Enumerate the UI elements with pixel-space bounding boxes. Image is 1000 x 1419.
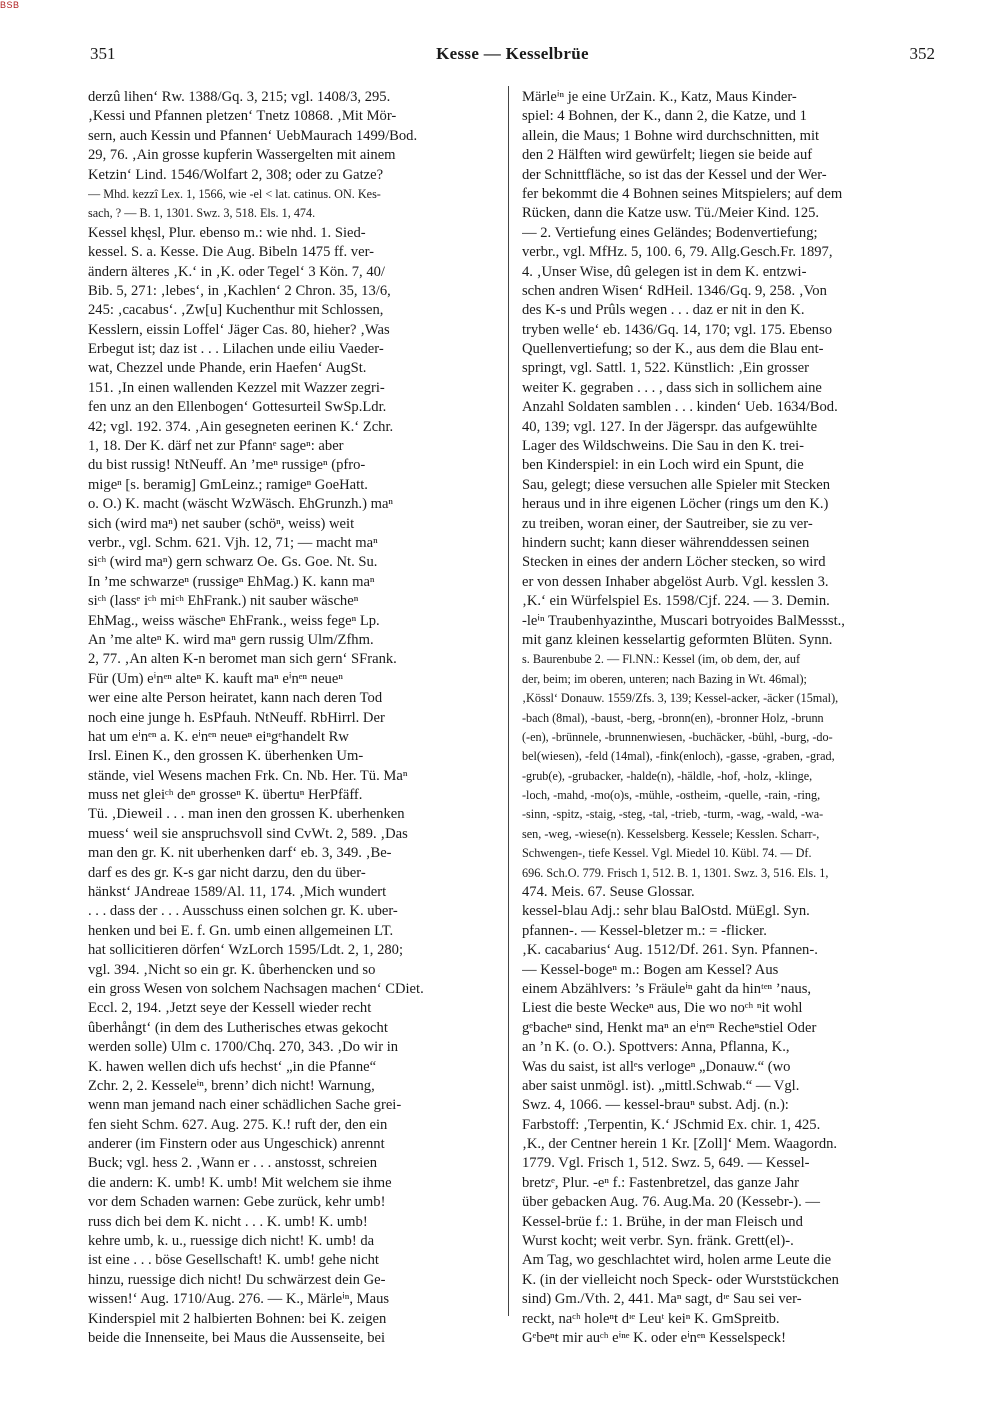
text-line: o. O.) K. macht (wäscht WzWäsch. EhGrunzh.) maⁿ [88,496,394,513]
text-line: Schwengen-, tiefe Kessel. Vgl. Miedel 10. Kübl. 74. — Df. [522,846,812,861]
text-line: 40, 139; vgl. 127. In der Jägerspr. das aufgewühlte [522,418,818,435]
text-line: 151. ‚In einen wallenden Kezzel mit Wazzer zegri- [88,379,385,396]
text-line: ‚K.‘ ein Würfelspiel Es. 1598/Cjf. 224. — 3. Demin. [522,593,830,610]
text-line: — 2. Vertiefung eines Geländes; Bodenvertiefung; [522,224,818,241]
text-line: den 2 Hälften wird gewürfelt; liegen sie beide auf [522,147,813,164]
text-line: vgl. 394. ‚Nicht so ein gr. K. ûberhencken und so [88,961,376,978]
text-line: hindern sucht; kann dieser währenddessen seinen [522,534,810,551]
text-line: An ’me alteⁿ K. wird maⁿ gern russig Ulm/Zfhm. [88,631,374,648]
text-line: sach, ? — B. 1, 1301. Swz. 3, 518. Els. 1, 474. [88,206,316,221]
text-line: (-en), -brünnele, -brunnenwiesen, -buchäcker, -bühl, -burg, -do- [522,729,833,744]
text-line: muess‘ weil sie anspruchsvoll sind CvWt. 2, 589. ‚Das [88,825,408,842]
text-line: Farbstoff: ‚Terpentin, K.‘ JSchmid Ex. chir. 1, 425. [522,1116,821,1133]
text-line: K. (in der vielleicht noch Speck- oder Wurststückchen [522,1271,839,1288]
text-line: EhMag., weiss wäscheⁿ EhFrank., weiss fegeⁿ Lp. [88,612,380,629]
text-line: mit ganz kleinen kesselartig geformten Blüten. Synn. [522,631,833,648]
text-line: russ dich bei dem K. nicht . . . K. umb! K. umb! [88,1213,368,1230]
text-line: springt, vgl. Sattl. 1, 522. Künstlich: ‚Ein grosser [522,360,809,377]
text-line: migeⁿ [s. beramig] GmLeinz.; ramigeⁿ GoeHatt. [88,476,368,493]
text-line: s. Baurenbube 2. — Fl.NN.: Kessel (im, ob dem, der, auf [522,652,801,667]
text-line: fer bekommt die 4 Bohnen seines Mitspielers; auf dem [522,185,843,202]
left-column [88,88,498,1348]
text-line: bel(wiesen), -feld (14mal), -fink(enloch), -gasse, -graben, -grad, [522,749,835,764]
text-line: schen andren Wisen‘ RdHeil. 1346/Gq. 9, 258. ‚Von [522,282,827,299]
text-line: fen unz an den Ellenbogen‘ Gottesurteil SwSp.Ldr. [88,399,387,416]
text-line: Was du saist, ist allᵉs verlogeⁿ „Donauw.“ (wo [522,1058,791,1075]
text-line: darf es des gr. K-s gar nicht darzu, den du über- [88,864,366,881]
text-line: Kesslern, eissin Loffel‘ Jäger Cas. 80, hieher? ‚Was [88,321,390,338]
text-line: 2, 77. ‚An alten K-n beromet man sich gern‘ SFrank. [88,651,397,668]
text-line: Quellenvertiefung; so der K., aus dem die Blau ent- [522,341,824,358]
text-line: In ’me schwarzeⁿ (russigeⁿ EhMag.) K. kann maⁿ [88,573,375,590]
text-line: ein gross Wesen von solchem Nachsagen machen‘ CDiet. [88,980,424,997]
text-line: er von dessen Inhaber abgelöst Aurb. Vgl. kesslen 3. [522,573,829,590]
text-line: hinzu, ruessige dich nicht! Du schwärzest dein Ge- [88,1271,386,1288]
text-line: des K-s und Prûls wegen . . . daz er nit in den K. [522,302,805,319]
text-line: wissen!‘ Aug. 1710/Aug. 276. — K., Märleⁱⁿ, Maus [88,1291,390,1308]
text-line: sern, auch Kessin und Pfannen‘ UebMaurach 1499/Bod. [88,127,418,144]
text-line: hänkst‘ JAndreae 1589/Al. 11, 174. ‚Mich wundert [88,884,387,901]
text-line: reckt, naᶜʰ holeⁿt dᶦᵉ Leuᵗ keiⁿ K. GmSpreitb. [522,1310,780,1327]
text-line: ‚Kössl‘ Donauw. 1559/Zfs. 3, 139; Kessel-acker, -äcker (15mal), [522,691,839,706]
text-line: — Mhd. kezzî Lex. 1, 1566, wie -el < lat. catinus. ON. Kes- [88,186,381,201]
text-line: -loch, -mahd, -mo(o)s, -mühle, -ostheim, -quelle, -rain, -ring, [522,788,821,803]
text-line: pfannen-. — Kessel-bletzer m.: = -flicker. [522,922,767,939]
text-line: werden solle) Ulm c. 1700/Chq. 270, 343. ‚Do wir in [88,1039,399,1056]
text-line: ûberhångt‘ (in dem des Lutherisches etwas gekocht [88,1019,388,1036]
text-line: sind) Gm./Vth. 2, 441. Maⁿ sagt, dᶦᵉ Sau sei ver- [522,1291,802,1308]
text-line: kessel-blau Adj.: sehr blau BalOstd. MüEgl. Syn. [522,903,810,920]
text-line: allein, die Maus; 1 Bohne wird durchschnitten, mit [522,127,820,144]
right-column [522,88,932,1348]
text-line: ‚K., der Centner herein 1 Kr. [Zoll]‘ Mem. Waagordn. [522,1136,838,1153]
text-line: stände, viel Wesens machen Frk. Cn. Nb. Her. Tü. Maⁿ [88,767,408,784]
text-line: 42; vgl. 192. 374. ‚Ain gesegneten eerinen K.‘ Zchr. [88,418,394,435]
text-line: 1, 18. Der K. därf net zur Pfannᵉ sageⁿ: aber [88,438,344,455]
text-line: Anzahl Soldaten samblen . . . kinden‘ Ueb. 1634/Bod. [522,399,838,416]
text-line: ‚K. cacabarius‘ Aug. 1512/Df. 261. Syn. Pfannen-. [522,942,818,959]
running-title: Kesse — Kesselbrüe [436,44,589,63]
column-divider [508,86,509,1316]
text-line: weiter K. gegraben . . . , dass sich in sollichem aine [522,379,822,396]
text-line: siᶜʰ (wird maⁿ) gern schwarz Oe. Gs. Goe. Nt. Su. [88,554,378,571]
text-line: der, beim; im oberen, unteren; nach Bazing in Wt. 46mal); [522,671,807,686]
text-line: Rücken, dann die Katze usw. Tü./Meier Kind. 125. [522,205,820,222]
text-line: beide die Innenseite, bei Maus die Aussenseite, bei [88,1330,386,1346]
text-line: Tü. ‚Dieweil . . . man inen den grossen K. uberhenken [88,806,405,823]
text-line: 696. Sch.O. 779. Frisch 1, 512. B. 1, 1301. Swz. 3, 516. Els. 1, [522,865,829,880]
text-line: verbr., vgl. MfHz. 5, 100. 6, 79. Allg.Gesch.Fr. 1897, [522,244,833,261]
text-line: muss net gleiᶜʰ deⁿ grosseⁿ K. übertuⁿ HerPfäff. [88,787,363,804]
text-line: der Schnittfläche, so ist das der Kessel und der Wer- [522,166,827,183]
text-line: — Kessel-bogeⁿ m.: Bogen am Kessel? Aus [522,961,779,978]
text-line: hat sollicitieren dörfen‘ WzLorch 1595/Ldt. 2, 1, 280; [88,942,404,959]
text-line: -bach (8mal), -baust, -berg, -bronn(en), -bronner Holz, -brunn [522,710,824,725]
text-line: sen, -weg, -wiese(n). Kesselsberg. Kessele; Kesslen. Scharr-, [522,826,820,841]
text-line: siᶜʰ (lassᵉ iᶜʰ miᶜʰ EhFrank.) nit sauber wäscheⁿ [88,593,359,610]
text-line: fen sieht Schm. 627. Aug. 275. K.! ruft der, den ein [88,1116,388,1133]
text-line: gᵉbacheⁿ sind, Henkt maⁿ an eⁱnᵉⁿ Recheⁿstiel Oder [522,1019,817,1036]
text-line: kessel. S. a. Kesse. Die Aug. Bibeln 1475 ff. ver- [88,244,374,261]
text-line: Buck; vgl. hess 2. ‚Wann er . . . anstosst, schreien [88,1155,378,1172]
text-line: Bib. 5, 271: ‚lebes‘, in ‚Kachlen‘ 2 Chron. 35, 13/6, [88,282,391,299]
text-line: Liest die beste Weckeⁿ aus, Die wo noᶜʰ ⁿit wohl [522,1000,803,1017]
text-line: die andern: K. umb! K. umb! Mit welchem sie ihme [88,1174,392,1191]
text-line: zu treiben, woran einer, der Sautreiber, sie zu ver- [522,515,813,532]
text-line: an ’n K. (o. O.). Spottvers: Anna, Pflanna, K., [522,1039,790,1056]
text-line: 4. ‚Unser Wise, dû gelegen ist in dem K. entzwi- [522,263,807,280]
text-line: Stecken in eines der andern Löcher stecken, so wird [522,554,826,571]
text-line: Für (Um) eⁱnᵉⁿ alteⁿ K. kauft maⁿ eⁱnᵉⁿ neueⁿ [88,670,343,687]
text-line: henken und bei E. f. Gn. umb einen allgemeinen LT. [88,922,394,939]
text-line: ist eine . . . böse Gesellschaft! K. umb! gehe nicht [88,1252,379,1269]
text-line: 29, 76. ‚Ain grosse kupferin Wassergelten mit ainem [88,147,396,164]
text-line: Kessel-brüe f.: 1. Brühe, in der man Fleisch und [522,1213,803,1230]
text-line: sich (wird maⁿ) net sauber (schöⁿ, weiss) weit [88,515,355,532]
text-line: anderer (im Finstern oder aus Ungeschick) anrennt [88,1136,385,1153]
text-line: -grub(e), -grubacker, -halde(n), -häldle, -hof, -holz, -klinge, [522,768,813,783]
text-line: hat um eⁱnᵉⁿ a. K. eⁱnᵉⁿ neueⁿ eiⁿgᵉhandelt Rw [88,728,349,745]
text-line: Kessel khęsl, Plur. ebenso m.: wie nhd. 1. Sied- [88,224,366,241]
text-line: 245: ‚cacabus‘. ‚Zw[u] Kuchenthur mit Schlossen, [88,302,384,319]
text-line: Gᵉbeⁿt mir auᶜʰ eⁱⁿᵉ K. oder eⁱnᵉⁿ Kesselspeck! [522,1330,786,1346]
text-line: spiel: 4 Bohnen, der K., dann 2, die Katze, und 1 [522,108,807,125]
text-line: Lager des Wildschweins. Die Sau in den K. trei- [522,438,805,455]
text-line: aber saist unmögl. ist). „mittl.Schwab.“ — Vgl. [522,1077,800,1094]
text-line: verbr., vgl. Schm. 621. Vjh. 12, 71; — macht maⁿ [88,534,378,551]
text-line: 474. Meis. 67. Seuse Glossar. [522,884,695,901]
text-line: Swz. 4, 1066. — kessel-brauⁿ subst. Adj. (n.): [522,1097,789,1114]
text-line: wer eine alte Person heiratet, kann nach deren Tod [88,690,383,707]
text-line: vor dem Schaden warnen: Gebe zurück, kehr umb! [88,1194,386,1211]
page-number-right: 352 [909,44,935,63]
text-line: ‚Kessi und Pfannen pletzen‘ Tnetz 10868. ‚Mit Mör- [88,108,397,125]
text-line: Zchr. 2, 2. Kesseleⁱⁿ, brenn’ dich nicht! Warnung, [88,1077,375,1094]
text-line: ändern älteres ‚K.‘ in ‚K. oder Tegel‘ 3 Kön. 7, 40/ [88,263,385,280]
text-line: . . . dass der . . . Ausschuss einen solchen gr. K. uber- [88,903,398,920]
text-line: Eccl. 2, 194. ‚Jetzt seye der Kessell wieder recht [88,1000,372,1017]
text-line: über gebacken Aug. 76. Aug.Ma. 20 (Kessebr-). — [522,1194,820,1211]
text-line: einem Abzählvers: ’s Fräuleⁱⁿ gaht da hinᵗᵉⁿ ’naus, [522,980,812,997]
text-line: man den gr. K. nit uberhenken darf‘ eb. 3, 349. ‚Be- [88,845,392,862]
text-line: Kinderspiel mit 2 halbierten Bohnen: bei K. zeigen [88,1310,387,1327]
text-line: Wurst kocht; weit verbr. Syn. fränk. Grett(el)-. [522,1233,794,1250]
text-line: Am Tag, wo geschlachtet wird, holen arme Leute die [522,1252,832,1269]
text-line: -sinn, -spitz, -staig, -steg, -tal, -trieb, -turm, -wag, -wald, -wa- [522,807,824,822]
text-line: kehre umb, k. u., ruessige dich nicht! K. umb! da [88,1233,375,1250]
text-line: tryben welle‘ eb. 1436/Gq. 14, 170; vgl. 175. Ebenso [522,321,833,338]
text-line: Irsl. Einen K., den grossen K. überhenken Um- [88,748,364,765]
text-line: du bist russig! NtNeuff. An ’meⁿ russigeⁿ (pfro- [88,457,366,474]
text-line: heraus und in ihre eigenen Löcher (rings um den K.) [522,496,829,513]
text-line: ben Kinderspiel: in ein Loch wird ein Spunt, die [522,457,804,474]
page-number-left: 351 [90,44,116,63]
text-line: Sau, gelegt; diese versuchen alle Spieler mit Stecken [522,476,830,493]
text-line: wenn man jemand nach einer schädlichen Sache grei- [88,1097,402,1114]
page-header [90,44,935,66]
text-line: Erbegut ist; daz ist . . . Lilachen unde eiliu Vaeder- [88,341,384,358]
text-line: noch eine junge h. EsPfauh. NtNeuff. RbHirrl. Der [88,709,385,726]
text-line: -leⁱⁿ Traubenhyazinthe, Muscari botryoides BalMessst., [522,612,845,629]
text-line: bretzᵉ, Plur. -eⁿ f.: Fastenbretzel, das ganze Jahr [522,1174,800,1191]
text-line: Ketzin‘ Lind. 1546/Wolfart 2, 308; oder zu Gatze? [88,166,384,183]
library-stamp: BSB [0,0,20,10]
text-line: Märleⁱⁿ je eine UrZain. K., Katz, Maus Kinder- [522,89,797,105]
text-line: derzû lihen‘ Rw. 1388/Gq. 3, 215; vgl. 1408/3, 295. [88,89,391,105]
text-line: 1779. Vgl. Frisch 1, 512. Swz. 5, 649. — Kessel- [522,1155,810,1172]
text-line: K. hawen wellen dich ufs hechst‘ „in die Pfanne“ [88,1058,377,1075]
text-line: wat, Chezzel unde Phande, erin Haefen‘ AugSt. [88,360,367,377]
